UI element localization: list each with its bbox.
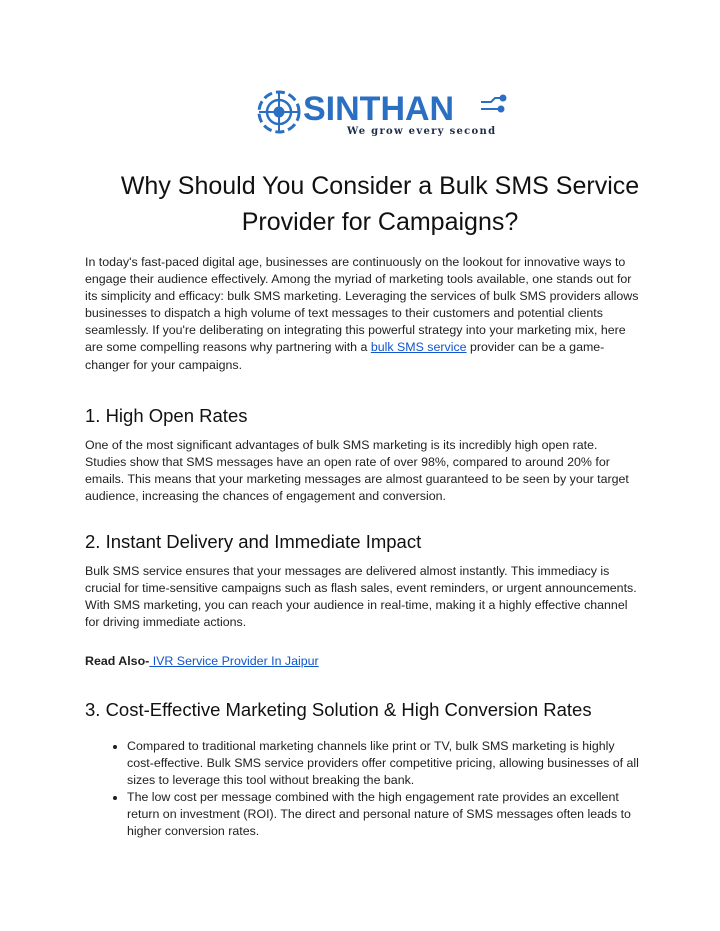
section-high-open-rates [85,404,640,505]
intro-text-end: provider can be a game-changer for your campaigns. [85,340,605,372]
page-title: Why Should You Consider a Bulk SMS Service Provider for Campaigns? [120,172,640,236]
circuit-globe-icon [259,92,299,132]
read-also [85,653,640,670]
intro-text: In today's fast-paced digital age, businesses are continuously on the lookout for innovative ways to engage their audience effectively. Among the myriad of marketing tools available, one stands out for its simplicity and efficacy: bulk SMS marketing. Leveraging the services of bulk SMS providers allows businesses to dispatch a high volume of text messages to their customers and potential clients seamlessly. If you're deliberating on integrating this powerful strategy into your marketing mix, here are some compelling reasons why partnering with a [85,255,639,355]
bullet-list [85,738,640,841]
bulk-sms-service-link[interactable]: bulk SMS service [370,340,467,355]
ivr-service-link[interactable]: IVR Service Provider In Jaipur [149,654,319,669]
section-heading: 1. High Open Rates [85,404,248,426]
section-body: Bulk SMS service ensures that your messages are delivered almost instantly. This immediacy is crucial for time-sensitive campaigns such as flash sales, event reminders, or urgent announcements. With SMS marketing, you can reach your audience in real-time, making it a highly effective channel for driving immediate actions. [85,564,637,630]
section-heading: 2. Instant Delivery and Immediate Impact [85,531,422,553]
circuit-trace-icon [481,96,506,112]
section-heading: 3. Cost-Effective Marketing Solution & High Conversion Rates [85,698,592,720]
sinthan-logo [255,82,515,144]
section-cost-effective [85,698,640,841]
list-item: • The low cost per message combined with the high engagement rate provides an excellent return on investment (ROI). The direct and personal nature of SMS messages often leads to higher conversion rates. [127,789,640,840]
logo-tagline: We grow every second [347,126,497,137]
logo-wordmark: SINTHAN [303,90,455,128]
section-instant-delivery [85,530,640,631]
section-body: One of the most significant advantages of bulk SMS marketing is its incredibly high open rate. Studies show that SMS messages have an open rate of over 98%, compared to around 20% for emails. This means that your marketing messages are almost guaranteed to be seen by your target audience, increasing the chances of engagement and conversion. [85,437,629,503]
read-also-label: Read Also- [85,654,150,669]
logo-graphic [255,82,515,144]
article-body [85,254,640,865]
list-item: • Compared to traditional marketing channels like print or TV, bulk SMS marketing is highly cost-effective. Bulk SMS service providers offer competitive pricing, allowing businesses of all sizes to leverage this tool without breaking the bank. [127,738,640,789]
intro-paragraph [85,254,640,374]
